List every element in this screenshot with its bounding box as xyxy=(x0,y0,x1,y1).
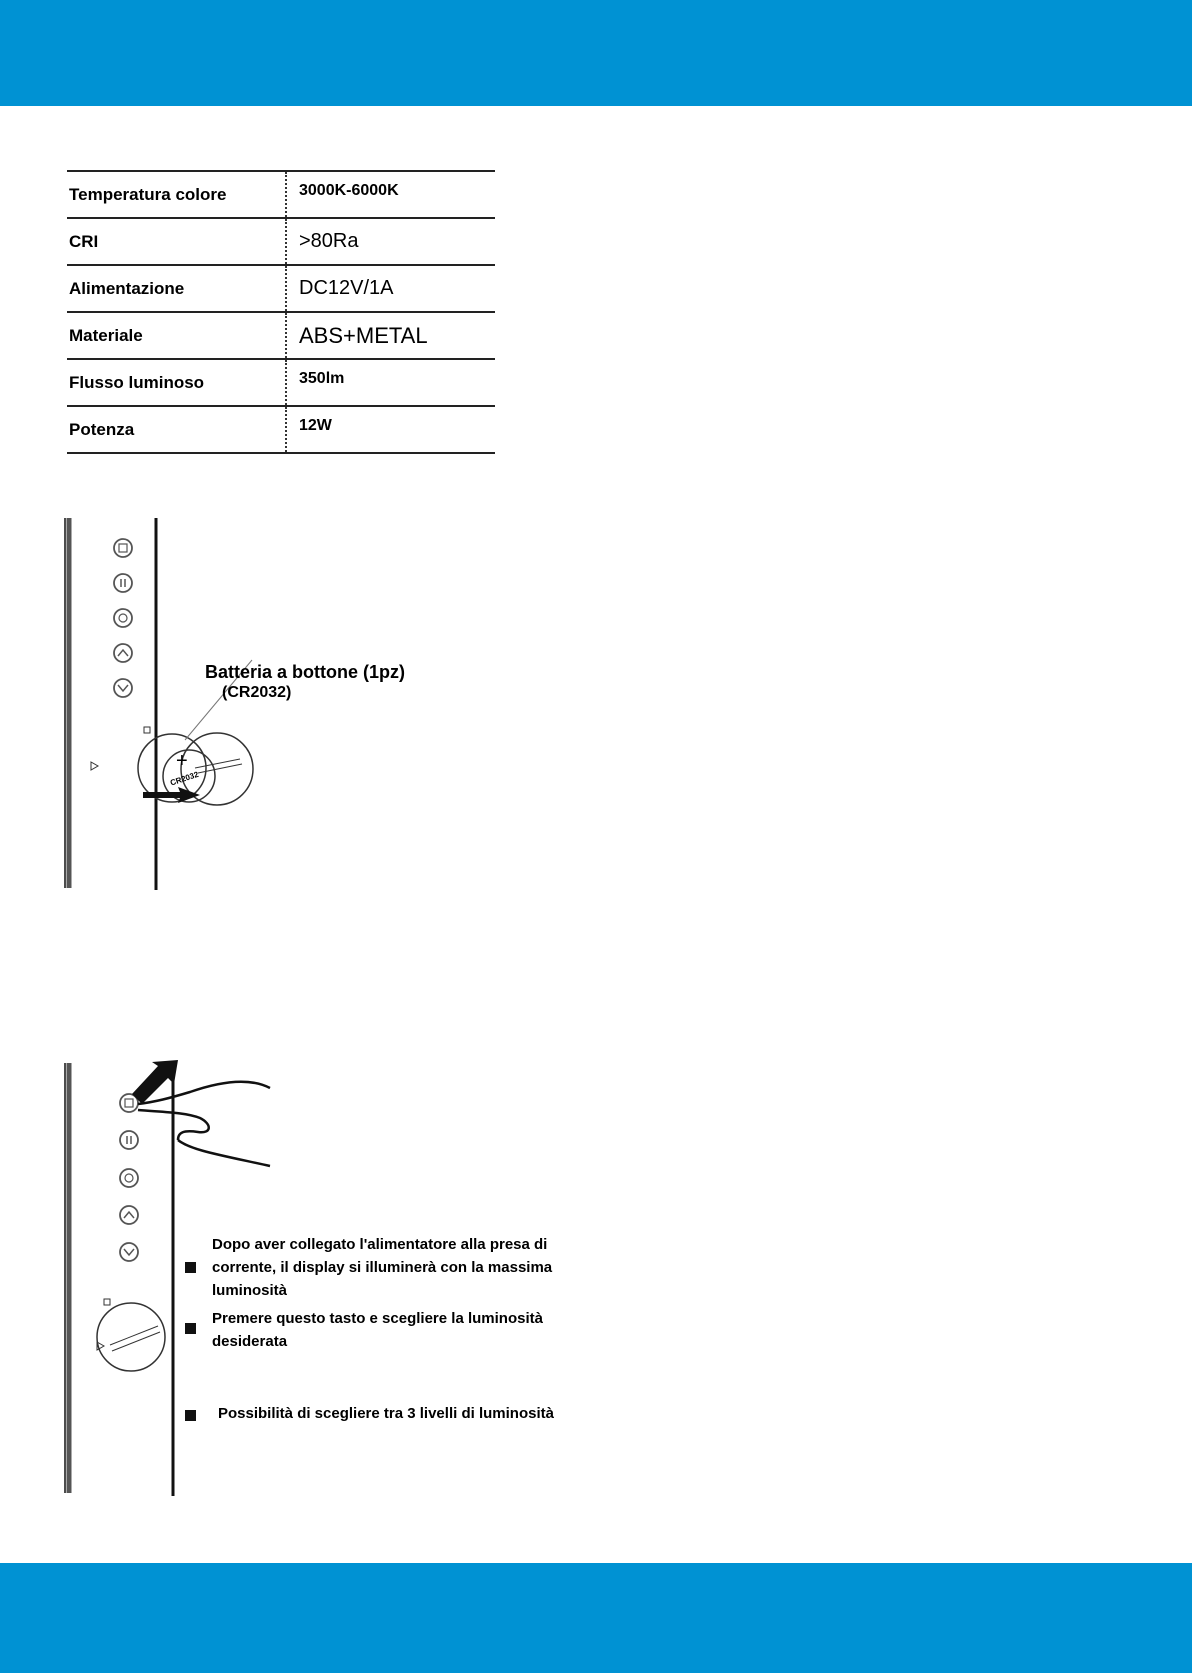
spec-row xyxy=(67,170,495,217)
battery-title: Batteria a bottone (1pz) xyxy=(205,662,406,682)
spec-label: Temperatura colore xyxy=(69,185,227,204)
spec-value: ABS+METAL xyxy=(299,323,428,348)
bullet-text: Premere questo tasto e scegliere la luminosità desiderata xyxy=(212,1310,543,1350)
spec-table xyxy=(67,170,495,454)
spec-row xyxy=(67,264,495,311)
spec-value: 12W xyxy=(299,417,332,434)
spec-label: Materiale xyxy=(69,326,143,345)
spec-value: 350lm xyxy=(299,370,345,387)
plus-sign: + xyxy=(176,750,188,772)
button-icons xyxy=(114,539,132,697)
spec-value: 3000K-6000K xyxy=(299,182,399,199)
spec-row xyxy=(67,405,495,454)
battery-subtitle: (CR2032) xyxy=(222,684,292,701)
header-band xyxy=(0,0,1192,106)
spec-label: Potenza xyxy=(69,420,135,439)
cell-label: CR2032 xyxy=(169,769,200,788)
spec-value: >80Ra xyxy=(299,230,359,252)
spec-label: Flusso luminoso xyxy=(69,373,205,392)
hand-icon xyxy=(138,1082,270,1166)
spec-label: CRI xyxy=(69,232,99,251)
button-icons xyxy=(120,1094,138,1261)
spec-row xyxy=(67,358,495,405)
battery-diagram xyxy=(60,515,500,895)
spec-row xyxy=(67,217,495,264)
spec-label: Alimentazione xyxy=(69,279,185,298)
bullet-text: Dopo aver collegato l'alimentatore alla presa di corrente, il display si illuminerà con la massima luminosità xyxy=(212,1236,553,1299)
spec-row xyxy=(67,311,495,358)
bullet-text: Possibilità di scegliere tra 3 livelli di luminosità xyxy=(218,1405,554,1422)
arrow-right-icon xyxy=(143,787,200,803)
footer-band xyxy=(0,1563,1192,1673)
spec-value: DC12V/1A xyxy=(299,277,394,299)
